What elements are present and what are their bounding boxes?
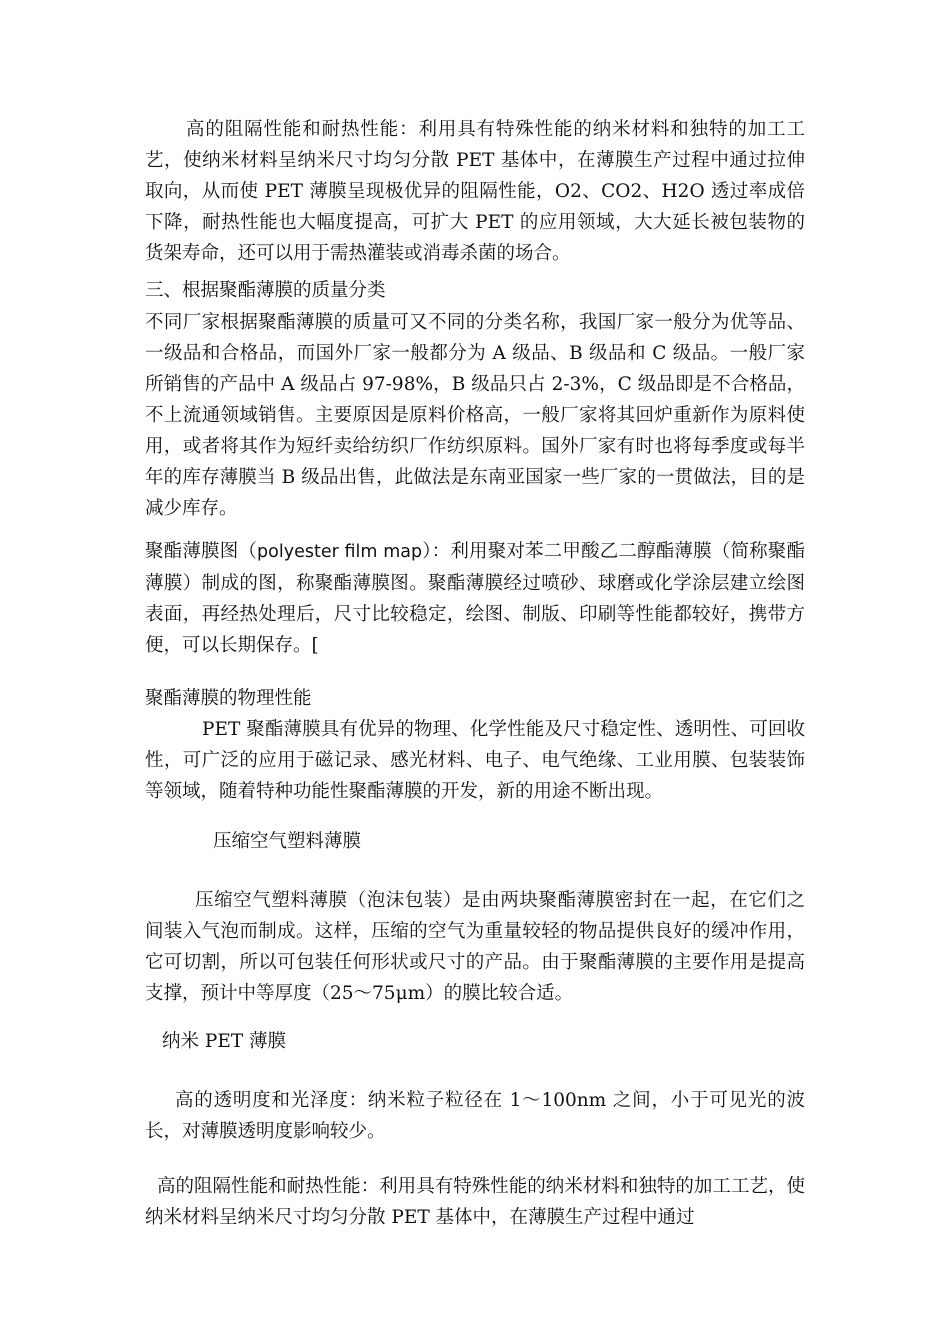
film-map-english-term: polyester film map	[257, 542, 423, 562]
heading-quality-classification: 三、根据聚酯薄膜的质量分类	[145, 280, 386, 301]
heading-compressed-air-film: 压缩空气塑料薄膜	[213, 831, 362, 852]
paragraph-physical-properties: PET 聚酯薄膜具有优异的物理、化学性能及尺寸稳定性、透明性、可回收性，可广泛的应用于磁记录、感光材料、电子、电气绝缘、工业用膜、包装装饰等领域，随着特种功能性聚酯薄膜的开发，新的用途不断出现。	[145, 719, 805, 802]
film-map-text-rest: ）：利用聚对苯二甲酸乙二醇酯薄膜（简称聚酯薄膜）制成的图，称聚酯薄膜图。聚酯薄膜经过喷砂、球磨或化学涂层建立绘图表面，再经热处理后，尺寸比较稳定，绘图、制版、印刷等性能都较好，携带方便，可以长期保存。[	[145, 541, 805, 656]
heading-physical-properties: 聚酯薄膜的物理性能	[145, 688, 312, 709]
paragraph-polyester-film-map	[145, 536, 805, 661]
paragraph-nano-barrier-continued: 高的阻隔性能和耐热性能：利用具有特殊性能的纳米材料和独特的加工工艺，使纳米材料呈纳米尺寸均匀分散 PET 基体中，在薄膜生产过程中通过	[145, 1176, 805, 1228]
film-map-text-start: 聚酯薄膜图（	[145, 541, 258, 562]
paragraph-quality-classification: 不同厂家根据聚酯薄膜的质量可又不同的分类名称，我国厂家一般分为优等品、一级品和合格品，而国外厂家一般都分为 A 级品、B 级品和 C 级品。一般厂家所销售的产品中 A 级品占 97-98%，B 级品只占 2-3%，C 级品即是不合格品，不上流通领域销售。主要原因是原料价格高，一般厂家将其回炉重新作为原料使用，或者将其作为短纤卖给纺织厂作纺织原料。国外厂家有时也将每季度或每半年的库存薄膜当 B 级品出售，此做法是东南亚国家一些厂家的一贯做法，目的是减少库存。	[145, 312, 805, 519]
paragraph-nano-barrier-heat: 高的阻隔性能和耐热性能：利用具有特殊性能的纳米材料和独特的加工工艺，使纳米材料呈纳米尺寸均匀分散 PET 基体中，在薄膜生产过程中通过拉伸取向，从而使 PET 薄膜呈现极优异的阻隔性能，O2、CO2、H2O 透过率成倍下降，耐热性能也大幅度提高，可扩大 PET 的应用领域，大大延长被包装物的货架寿命，还可以用于需热灌装或消毒杀菌的场合。	[145, 119, 805, 264]
heading-nano-pet-film: 纳米 PET 薄膜	[162, 1031, 287, 1052]
paragraph-compressed-air-film: 压缩空气塑料薄膜（泡沫包装）是由两块聚酯薄膜密封在一起，在它们之间装入气泡而制成。这样，压缩的空气为重量较轻的物品提供良好的缓冲作用，它可切割，所以可包装任何形状或尺寸的产品。由于聚酯薄膜的主要作用是提高支撑，预计中等厚度（25～75μm）的膜比较合适。	[145, 890, 805, 1004]
paragraph-nano-transparency: 高的透明度和光泽度：纳米粒子粒径在 1～100nm 之间，小于可见光的波长，对薄膜透明度影响较少。	[145, 1090, 805, 1142]
